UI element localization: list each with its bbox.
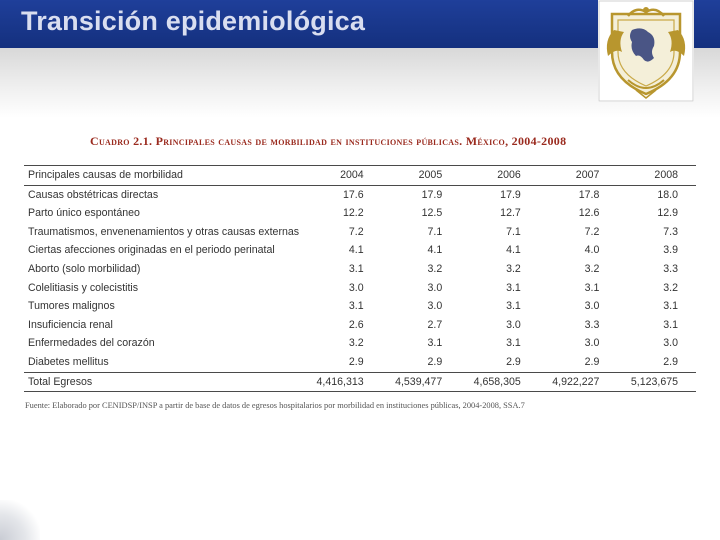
header-year: 2006 — [460, 166, 539, 186]
morbidity-table — [24, 165, 696, 392]
table-total-row — [24, 372, 696, 392]
cell-value: 3.1 — [584, 281, 600, 294]
cell-value: 3.2 — [663, 281, 678, 294]
table-caption: Cuadro 2.1. Principales causas de morbilidad en instituciones públicas. México, 2004-2008 — [90, 134, 567, 148]
cause-label: Colelitiasis y colecistitis — [28, 281, 139, 294]
cell-value: 3.3 — [584, 318, 600, 331]
cell-value: 7.2 — [348, 225, 364, 238]
cell-value: 12.9 — [657, 207, 678, 220]
cell-value: 4.1 — [348, 244, 364, 257]
cell-value: 7.2 — [584, 225, 600, 238]
cell-value: 4.1 — [427, 244, 443, 257]
cause-label: Parto único espontáneo — [28, 207, 140, 220]
cell-value: 2.6 — [348, 318, 364, 331]
cell-value: 3.0 — [506, 318, 521, 331]
cell-value: 3.1 — [348, 300, 364, 313]
cell-value: 17.8 — [578, 188, 600, 201]
cell-value: 2.9 — [663, 355, 678, 368]
header-year: 2004 — [303, 166, 382, 186]
cell-value: 3.1 — [506, 300, 521, 313]
cause-label: Aborto (solo morbilidad) — [28, 262, 141, 275]
cell-value: 4.1 — [506, 244, 521, 257]
cell-value: 12.6 — [578, 207, 600, 220]
cause-label: Tumores malignos — [28, 300, 115, 313]
header-year: 2007 — [539, 166, 618, 186]
cause-label: Traumatismos, envenenamientos y otras causas externas — [28, 225, 300, 238]
cell-value: 17.6 — [343, 188, 364, 201]
unam-coat-of-arms-icon — [598, 0, 694, 102]
cause-label: Diabetes mellitus — [28, 355, 109, 368]
header-year: 2005 — [382, 166, 461, 186]
table-row — [24, 260, 696, 279]
cause-label: Insuficiencia renal — [28, 318, 113, 331]
cell-value: 17.9 — [500, 188, 521, 201]
table-row — [24, 353, 696, 372]
table-row — [24, 279, 696, 298]
cause-label: Enfermedades del corazón — [28, 337, 155, 350]
cause-label: Causas obstétricas directas — [28, 188, 159, 201]
header-cause: Principales causas de morbilidad — [24, 166, 303, 186]
cell-value: 3.1 — [348, 262, 364, 275]
cell-value: 3.2 — [584, 262, 600, 275]
cell-value: 3.1 — [663, 318, 678, 331]
cell-value: 3.0 — [427, 281, 443, 294]
cell-value: 2.9 — [348, 355, 364, 368]
cell-value: 3.1 — [663, 300, 678, 313]
cell-value: 18.0 — [657, 188, 678, 201]
cell-value: 3.0 — [584, 337, 600, 350]
cell-value: 7.1 — [506, 225, 521, 238]
total-value: 5,123,675 — [617, 372, 696, 392]
cell-value: 4.0 — [584, 244, 600, 257]
total-value: 4,416,313 — [303, 372, 382, 392]
cell-value: 2.7 — [427, 318, 443, 331]
slide-title: Transición epidemiológica — [21, 6, 366, 36]
corner-decoration — [0, 500, 40, 540]
cell-value: 3.2 — [506, 262, 521, 275]
cell-value: 12.7 — [500, 207, 521, 220]
cell-value: 3.0 — [348, 281, 364, 294]
cell-value: 2.9 — [506, 355, 521, 368]
header-year: 2008 — [617, 166, 696, 186]
table-row — [24, 297, 696, 316]
cell-value: 3.3 — [663, 262, 678, 275]
cell-value: 3.2 — [427, 262, 443, 275]
table-row — [24, 204, 696, 223]
table-header-row — [24, 166, 696, 186]
total-label: Total Egresos — [24, 372, 303, 392]
cell-value: 7.1 — [427, 225, 443, 238]
table-row — [24, 316, 696, 335]
cell-value: 17.9 — [421, 188, 443, 201]
cell-value: 12.2 — [343, 207, 364, 220]
table-row — [24, 223, 696, 242]
cell-value: 3.0 — [584, 300, 600, 313]
total-value: 4,922,227 — [539, 372, 618, 392]
cause-label: Ciertas afecciones originadas en el periodo perinatal — [28, 244, 275, 257]
cell-value: 3.1 — [506, 281, 521, 294]
cell-value: 3.0 — [663, 337, 678, 350]
total-value: 4,658,305 — [460, 372, 539, 392]
total-value: 4,539,477 — [382, 372, 461, 392]
cell-value: 3.1 — [427, 337, 443, 350]
cell-value: 3.9 — [663, 244, 678, 257]
table-row — [24, 334, 696, 353]
table-row — [24, 185, 696, 204]
cell-value: 3.1 — [506, 337, 521, 350]
cell-value: 7.3 — [663, 225, 678, 238]
cell-value: 12.5 — [421, 207, 443, 220]
cell-value: 2.9 — [427, 355, 443, 368]
cell-value: 3.0 — [427, 300, 443, 313]
source-note: Fuente: Elaborado por CENIDSP/INSP a partir de base de datos de egresos hospitalarios por morbilidad en instituciones públicas, 2004-2008, SSA.7 — [25, 401, 525, 410]
cell-value: 3.2 — [348, 337, 364, 350]
cell-value: 2.9 — [584, 355, 600, 368]
table-row — [24, 241, 696, 260]
